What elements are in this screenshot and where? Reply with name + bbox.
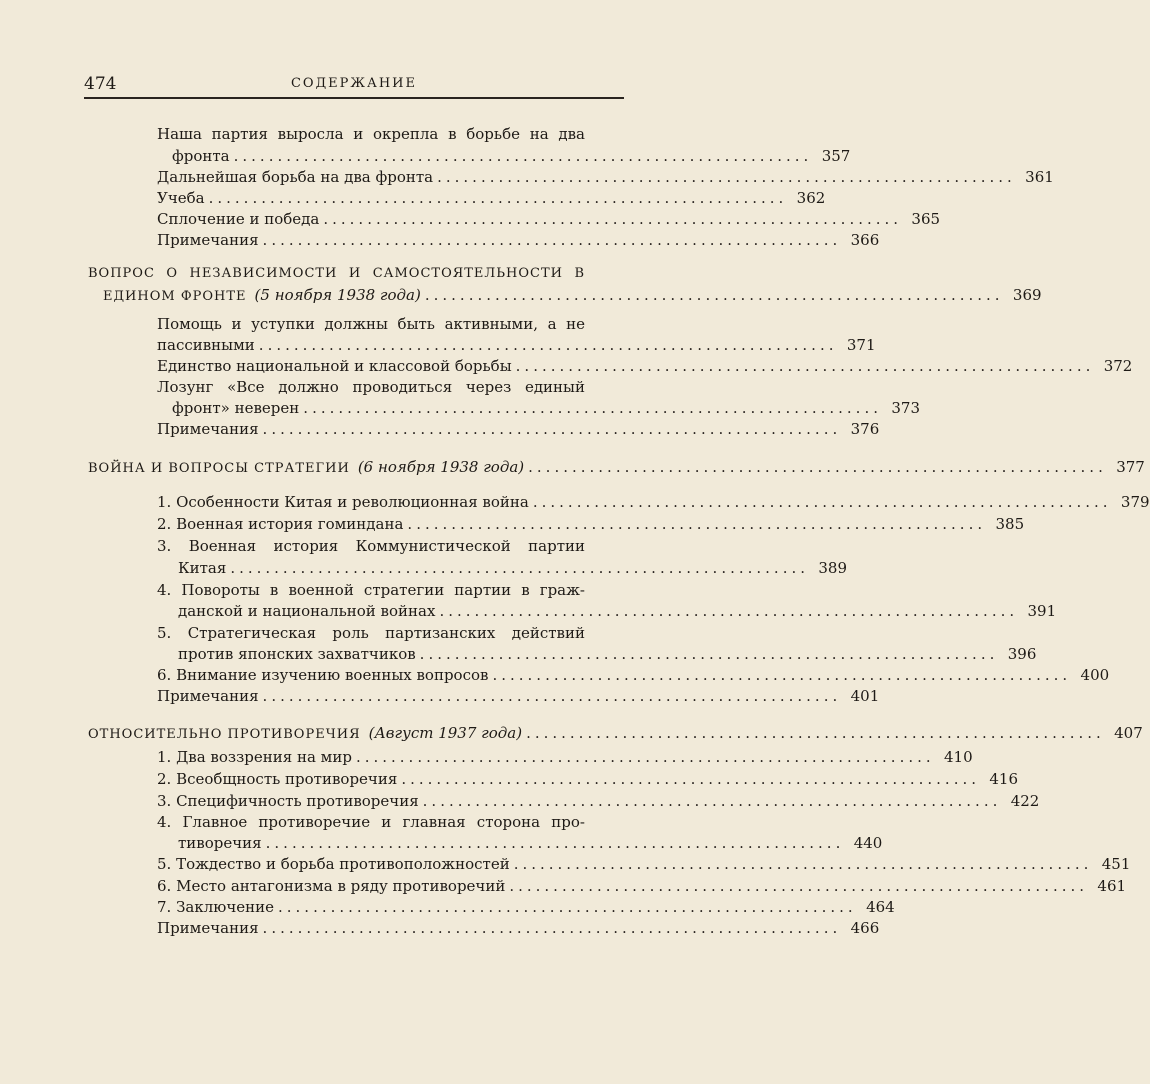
toc-entry-text: 3. Военная история Коммунистической партии (157, 537, 585, 555)
toc-line (157, 208, 941, 230)
toc-page-number: 361 (1025, 168, 1054, 186)
toc-entry-text: Единство национальной и классовой борьбы (157, 357, 512, 375)
toc-page-number: 389 (818, 559, 848, 577)
toc-line (178, 643, 1037, 665)
leader-dots: .................................................................. (265, 834, 845, 852)
leader-dots: .................................................................. (278, 898, 857, 916)
toc-entry-text: фронта (172, 147, 230, 165)
section-date: (5 ноября 1938 года) (254, 286, 421, 304)
toc-line (157, 313, 585, 335)
toc-page-number: 373 (891, 399, 920, 417)
leader-dots: .................................................................. (258, 336, 838, 354)
toc-page-number: 372 (1103, 357, 1133, 375)
toc-entry-text: 4. Повороты в военной стратегии партии в граж- (157, 581, 585, 599)
toc-page-number: 365 (911, 210, 941, 228)
leader-dots: .................................................................. (262, 420, 842, 438)
toc-line (157, 811, 585, 833)
leader-dots: .................................................................. (513, 855, 1093, 873)
toc-entry-text: Китая (178, 559, 227, 577)
toc-entry-text: тиворечия (178, 834, 262, 852)
toc-line (157, 513, 1025, 535)
leader-dots: .................................................................. (401, 770, 981, 788)
toc-page-number: 466 (850, 919, 880, 937)
toc-page-number: 451 (1101, 855, 1131, 873)
toc-page-number: 464 (866, 898, 895, 916)
section-date: (6 ноября 1938 года) (357, 458, 525, 476)
leader-dots: .................................................................. (526, 724, 1105, 742)
toc-entry-text: Примечания (157, 420, 259, 438)
toc-line (178, 557, 848, 579)
toc-page-number: 376 (850, 420, 880, 438)
toc-line (157, 622, 585, 644)
toc-line (157, 853, 1131, 875)
toc-page-number: 410 (944, 748, 973, 766)
leader-dots: .................................................................. (419, 645, 999, 663)
toc-entry-text: 6. Место антагонизма в ряду противоречий (157, 877, 506, 895)
leader-dots: .................................................................. (528, 458, 1107, 476)
leader-dots: .................................................................. (262, 687, 842, 705)
leader-dots: .................................................................. (515, 357, 1095, 375)
toc-entry-text: 2. Военная история гоминдана (157, 515, 404, 533)
toc-line (157, 579, 585, 601)
toc-entry-text: данской и национальной войнах (178, 602, 436, 620)
toc-page-number: 377 (1116, 458, 1145, 476)
toc-line (157, 187, 826, 209)
leader-dots: .................................................................. (230, 559, 810, 577)
toc-line (157, 123, 585, 145)
toc-entry-text: 5. Стратегическая роль партизанских действий (157, 624, 585, 642)
toc-line (157, 166, 1054, 188)
toc-line (157, 664, 1110, 686)
running-header (84, 74, 624, 96)
toc-line (157, 685, 880, 707)
section-title (88, 722, 1143, 744)
toc-page-number: 422 (1010, 792, 1040, 810)
toc-entry-text: 3. Специфичность противоречия (157, 792, 419, 810)
leader-dots: .................................................................. (492, 666, 1072, 684)
toc-line (172, 145, 851, 167)
leader-dots: .................................................................. (303, 399, 882, 417)
section-title-text: ОТНОСИТЕЛЬНО ПРОТИВОРЕЧИЯ (88, 727, 361, 742)
toc-entry-text: Учеба (157, 189, 205, 207)
page-number: 474 (84, 74, 117, 94)
leader-dots: .................................................................. (437, 168, 1016, 186)
leader-dots: .................................................................. (323, 210, 903, 228)
section-title (103, 284, 1042, 306)
toc-line (157, 418, 880, 440)
toc-line (178, 832, 883, 854)
toc-entry-text: 1. Особенности Китая и революционная война (157, 493, 529, 511)
toc-line (172, 397, 920, 419)
toc-page-number: 416 (989, 770, 1019, 788)
toc-line (157, 229, 880, 251)
toc-line (157, 875, 1127, 897)
section-title: ВОПРОС О НЕЗАВИСИМОСТИ И САМОСТОЯТЕЛЬНОСТИ В (88, 266, 585, 281)
section-title (88, 456, 1145, 478)
toc-line (157, 917, 880, 939)
toc-entry-text: Наша партия выросла и окрепла в борьбе на два (157, 125, 585, 143)
leader-dots: .................................................................. (355, 748, 935, 766)
toc-page-number: 385 (995, 515, 1025, 533)
toc-page-number: 461 (1097, 877, 1127, 895)
leader-dots: .................................................................. (262, 231, 842, 249)
leader-dots: .................................................................. (262, 919, 842, 937)
leader-dots: .................................................................. (532, 493, 1112, 511)
toc-entry-text: пассивными (157, 336, 255, 354)
toc-line (157, 790, 1040, 812)
toc-page-number: 371 (846, 336, 876, 354)
toc-line (157, 768, 1019, 790)
toc-entry-text: Примечания (157, 231, 259, 249)
leader-dots: .................................................................. (233, 147, 813, 165)
toc-entry-text: 4. Главное противоречие и главная сторона про- (157, 813, 585, 831)
toc-line (157, 376, 585, 398)
toc-page-number: 362 (796, 189, 826, 207)
toc-entry-text: 1. Два воззрения на мир (157, 748, 352, 766)
toc-entry-text: 7. Заключение (157, 898, 274, 916)
toc-entry-text: Примечания (157, 687, 259, 705)
toc-entry-text: против японских захватчиков (178, 645, 416, 663)
header-rule (84, 97, 624, 99)
section-title-text: ВОЙНА И ВОПРОСЫ СТРАТЕГИИ (88, 461, 350, 476)
toc-entry-text: Сплочение и победа (157, 210, 320, 228)
toc-entry-text: Помощь и уступки должны быть активными, а не (157, 315, 585, 333)
leader-dots: .................................................................. (509, 877, 1089, 895)
toc-line (178, 600, 1057, 622)
toc-page-number: 379 (1120, 493, 1150, 511)
leader-dots: .................................................................. (208, 189, 788, 207)
section-title-text: ЕДИНОМ ФРОНТЕ (103, 289, 247, 304)
toc-entry-text: Примечания (157, 919, 259, 937)
toc-page-number: 391 (1027, 602, 1057, 620)
leader-dots: .................................................................. (424, 286, 1004, 304)
toc-entry-text: 6. Внимание изучению военных вопросов (157, 666, 489, 684)
toc-line (157, 746, 973, 768)
toc-page-number: 400 (1080, 666, 1110, 684)
toc-entry-text: Лозунг «Все должно проводиться через единый (157, 378, 585, 396)
toc-page-number: 407 (1114, 724, 1143, 742)
toc-page-number: 369 (1012, 286, 1042, 304)
toc-page-number: 396 (1007, 645, 1037, 663)
toc-line (157, 535, 585, 557)
toc-line (157, 896, 895, 918)
toc-line (157, 491, 1150, 513)
running-title: СОДЕРЖАНИЕ (290, 76, 418, 91)
toc-entry-text: 5. Тождество и борьба противоположностей (157, 855, 510, 873)
toc-entry-text: фронт» неверен (172, 399, 300, 417)
toc-page-number: 357 (821, 147, 851, 165)
toc-page-number: 366 (850, 231, 880, 249)
leader-dots: .................................................................. (422, 792, 1002, 810)
toc-line (157, 334, 876, 356)
leader-dots: .................................................................. (407, 515, 987, 533)
leader-dots: .................................................................. (439, 602, 1019, 620)
toc-entry-text: Дальнейшая борьба на два фронта (157, 168, 434, 186)
toc-page-number: 440 (853, 834, 883, 852)
section-date: (Август 1937 года) (368, 724, 523, 742)
toc-entry-text: 2. Всеобщность противоречия (157, 770, 398, 788)
toc-page-number: 401 (850, 687, 880, 705)
toc-line (157, 355, 1133, 377)
